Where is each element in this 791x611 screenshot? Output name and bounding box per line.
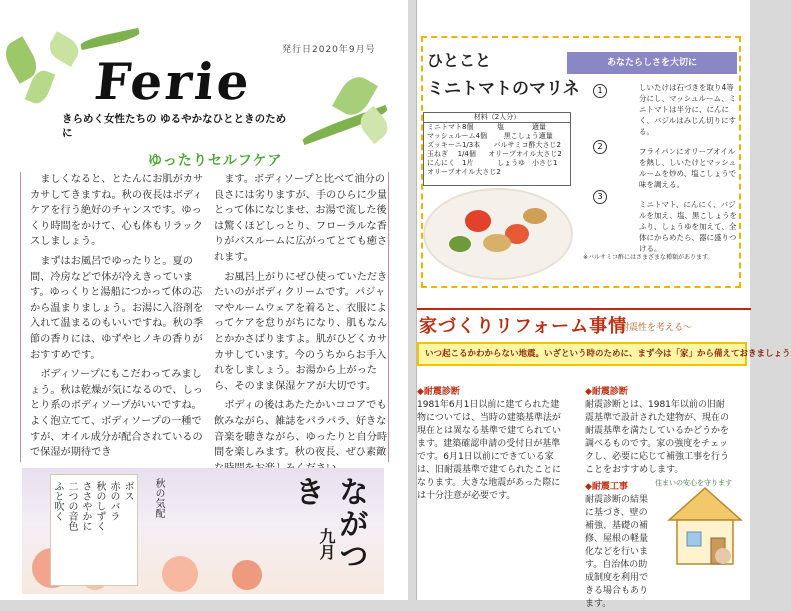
article-text: 1981年6月1日以前に建てられた建物については、当時の建築基準法が現在とは異なる基準で建てられています。建築確認申請の受付日が基準です。6月1日以前にできている家は、旧耐震基準で建てられたことになります。大きな地震があった際には十分注意が必要です。: [417, 400, 562, 501]
column-heading: ゆったりセルフケア: [148, 153, 283, 169]
article-heading: ◆耐震工事: [585, 482, 628, 492]
step-number-3: 3: [593, 190, 607, 204]
poem-line: 二つの音色: [66, 481, 77, 531]
table-cell: 大さじ2: [475, 168, 501, 176]
recipe-step: フライパンにオリーブオイルを熱し、しいたけとマッシュルームを炒め、塩こしょうで味を調える。: [639, 147, 737, 189]
tomato: [465, 210, 491, 232]
table-cell: 4個: [475, 132, 488, 140]
column-divider: [20, 172, 21, 462]
poem-line: ふと吹く: [52, 481, 63, 521]
newsletter-masthead: Ferie: [91, 52, 255, 111]
newsletter-tagline: きらめく女性たちの ゆるやかなひとときのために: [62, 113, 287, 139]
cosmos-flower: [232, 560, 262, 590]
paragraph: ます。ボディソープと比べて油分の良さには劣りますが、手のひらに少量とって体になじませ、お湯で流した後は驚くほどしっとり、フローラルな香りがバスルームに広がってとても癒されます。: [214, 174, 388, 263]
article-heading: ◆耐震診断: [585, 387, 628, 397]
poem-line: 秋のしずく: [94, 481, 105, 531]
table-row: [424, 150, 570, 159]
table-cell: [506, 168, 537, 177]
poem-line: 赤のバラ: [108, 481, 119, 521]
month-subtitle: 九月: [317, 528, 336, 560]
table-cell: 小さじ1: [532, 159, 558, 167]
section-divider: [417, 308, 751, 310]
table-cell: 適量: [532, 123, 546, 131]
section-subtitle: ～耐震性を考える～: [611, 323, 693, 333]
table-row: [424, 132, 570, 141]
table-cell: 8個: [462, 123, 474, 131]
recipe-name: ミニトマトのマリネ: [427, 79, 580, 99]
table-cell: 塩: [497, 123, 504, 131]
zucchini: [449, 236, 471, 252]
table-cell: 玉ねぎ: [427, 150, 448, 158]
step-number-1: 1: [593, 84, 607, 98]
poem-line: ボス: [122, 481, 133, 501]
table-cell: [536, 168, 567, 177]
table-cell: オリーブオイル: [488, 150, 537, 158]
table-cell: オリーブオイル: [427, 168, 476, 176]
table-cell: 適量: [538, 132, 553, 140]
section-title: 家づくりリフォーム事情: [419, 316, 628, 337]
ingredients-table: [423, 112, 571, 186]
recipe-step: ミニトマト、にんにく、バジルを加え、塩、黒こしょうをふり、しょうゆを加えて、全体にからめたら、器に盛りつける。: [639, 200, 737, 253]
recipe-footnote: ※バルサミコ酢にはさまざまな種類があります。: [583, 254, 714, 261]
recipe-title: ひとこと: [427, 51, 492, 70]
autumn-illustration: [22, 468, 384, 594]
table-row: [424, 159, 570, 168]
step-number-2: 2: [593, 140, 607, 154]
mushroom: [523, 208, 547, 224]
table-cell: 1片: [462, 159, 474, 167]
recipe-steps: [639, 82, 737, 263]
table-cell: 黒こしょう: [503, 132, 539, 140]
table-row: [424, 123, 570, 132]
table-cell: ミニトマト: [427, 123, 462, 131]
article-text: 耐震診断の結果に基づき、壁の補強、基礎の補修、屋根の軽量化などを行います。自治体の助成制度を利用できる場合もあります。: [585, 495, 649, 609]
table-cell: 大さじ2: [536, 150, 562, 158]
article-column-left: [417, 386, 565, 503]
cosmos-flower: [162, 556, 198, 592]
house-illustration: [661, 476, 749, 576]
ingredients-title: 材料（2人分）: [424, 113, 570, 123]
issue-date: 発行日2020年9月号: [282, 45, 376, 55]
leaf-decoration: [45, 31, 83, 67]
paragraph: ましくなると、とたんにお肌がカサカサしてきますね。秋の夜長はボディケアを行う絶好のチャンスです。ゆっくり時間をかけて、心も体もリラックスしましょう。: [30, 174, 204, 248]
table-cell: にんにく: [427, 159, 455, 167]
month-title: ながつき: [289, 476, 368, 572]
poem-card: [50, 474, 138, 586]
recipe-ribbon: あなたらしさを大切に: [567, 52, 737, 74]
table-cell: 大さじ2: [535, 141, 561, 149]
table-cell: 1/3本: [461, 141, 481, 149]
right-page: [416, 0, 791, 609]
table-cell: ズッキーニ: [427, 141, 462, 149]
dish-illustration: [423, 188, 573, 280]
recipe-step: しいたけは石づきを取り4等分にし、マッシュルーム、ミニトマトは半分に、にんにく、バジルはみじん切りにする。: [639, 83, 737, 136]
paragraph: まずはお風呂でゆったりと。夏の間、冷房などで体が冷えきっています。ゆっくりと湯船につかって体の芯から温まりましょう。お湯に入浴剤を入れて温まるのもいいですね。秋の季節の香りには、ゆずやヒノキの香りがおすすめです。: [30, 255, 204, 361]
table-row: [424, 168, 570, 177]
paragraph: ボディソープにもこだわってみましょう。秋は乾燥が気になるので、しっとり系のボディソープがいいですね。よく泡立てて、ボディソープの一種ですが、オイル成分が配合されているので保湿が期待でき: [30, 369, 203, 459]
house-caption: 住まいの安心を守ります: [655, 479, 732, 487]
body-column-left: [30, 172, 208, 462]
table-cell: 1/4個: [457, 150, 476, 158]
paragraph: お風呂上がりにぜひ使っていただきたいのがボディクリームです。パジャマやルームウェアを着ると、衣服によってケアを怠りがちになり、肌もなんとかかさばりますよ。肌がひどくカサカサしています。今のうちからお手入れをしましょう。お湯から上がったら、そのまま保湿ケアが大切です。: [214, 271, 388, 392]
body-column-right: [214, 172, 392, 462]
mushroom: [483, 234, 511, 252]
table-cell: しょうゆ: [497, 159, 525, 167]
table-cell: マッシュルーム: [427, 132, 476, 140]
article-text: 耐震診断とは、1981年以前の旧耐震基準で設計された建物が、現在の耐震基準を満たしているかどうかを調べるものです。家の強度をチェックし、必要に応じて補強工事を行うことをおすすめします。: [585, 400, 730, 475]
poem-line: ささやかに: [80, 481, 91, 531]
paragraph: ボディの後はあたたかいココアでも飲みながら、雑誌をパラパラ、好きな音楽を聴きながら、ゆったりと自分時間を楽しみます。秋の夜長、ぜひ素敵: [214, 400, 388, 459]
article-heading: ◆耐震診断: [417, 387, 460, 397]
section-lead: いつ起こるかわからない地震。いざという時のために、まず今は「家」から備えておきましょう: [417, 342, 747, 366]
table-cell: バルサミコ酢: [493, 141, 536, 149]
poem-line: 秋の気配: [153, 478, 164, 518]
table-row: [424, 141, 570, 150]
leaf-decoration: [80, 28, 141, 50]
